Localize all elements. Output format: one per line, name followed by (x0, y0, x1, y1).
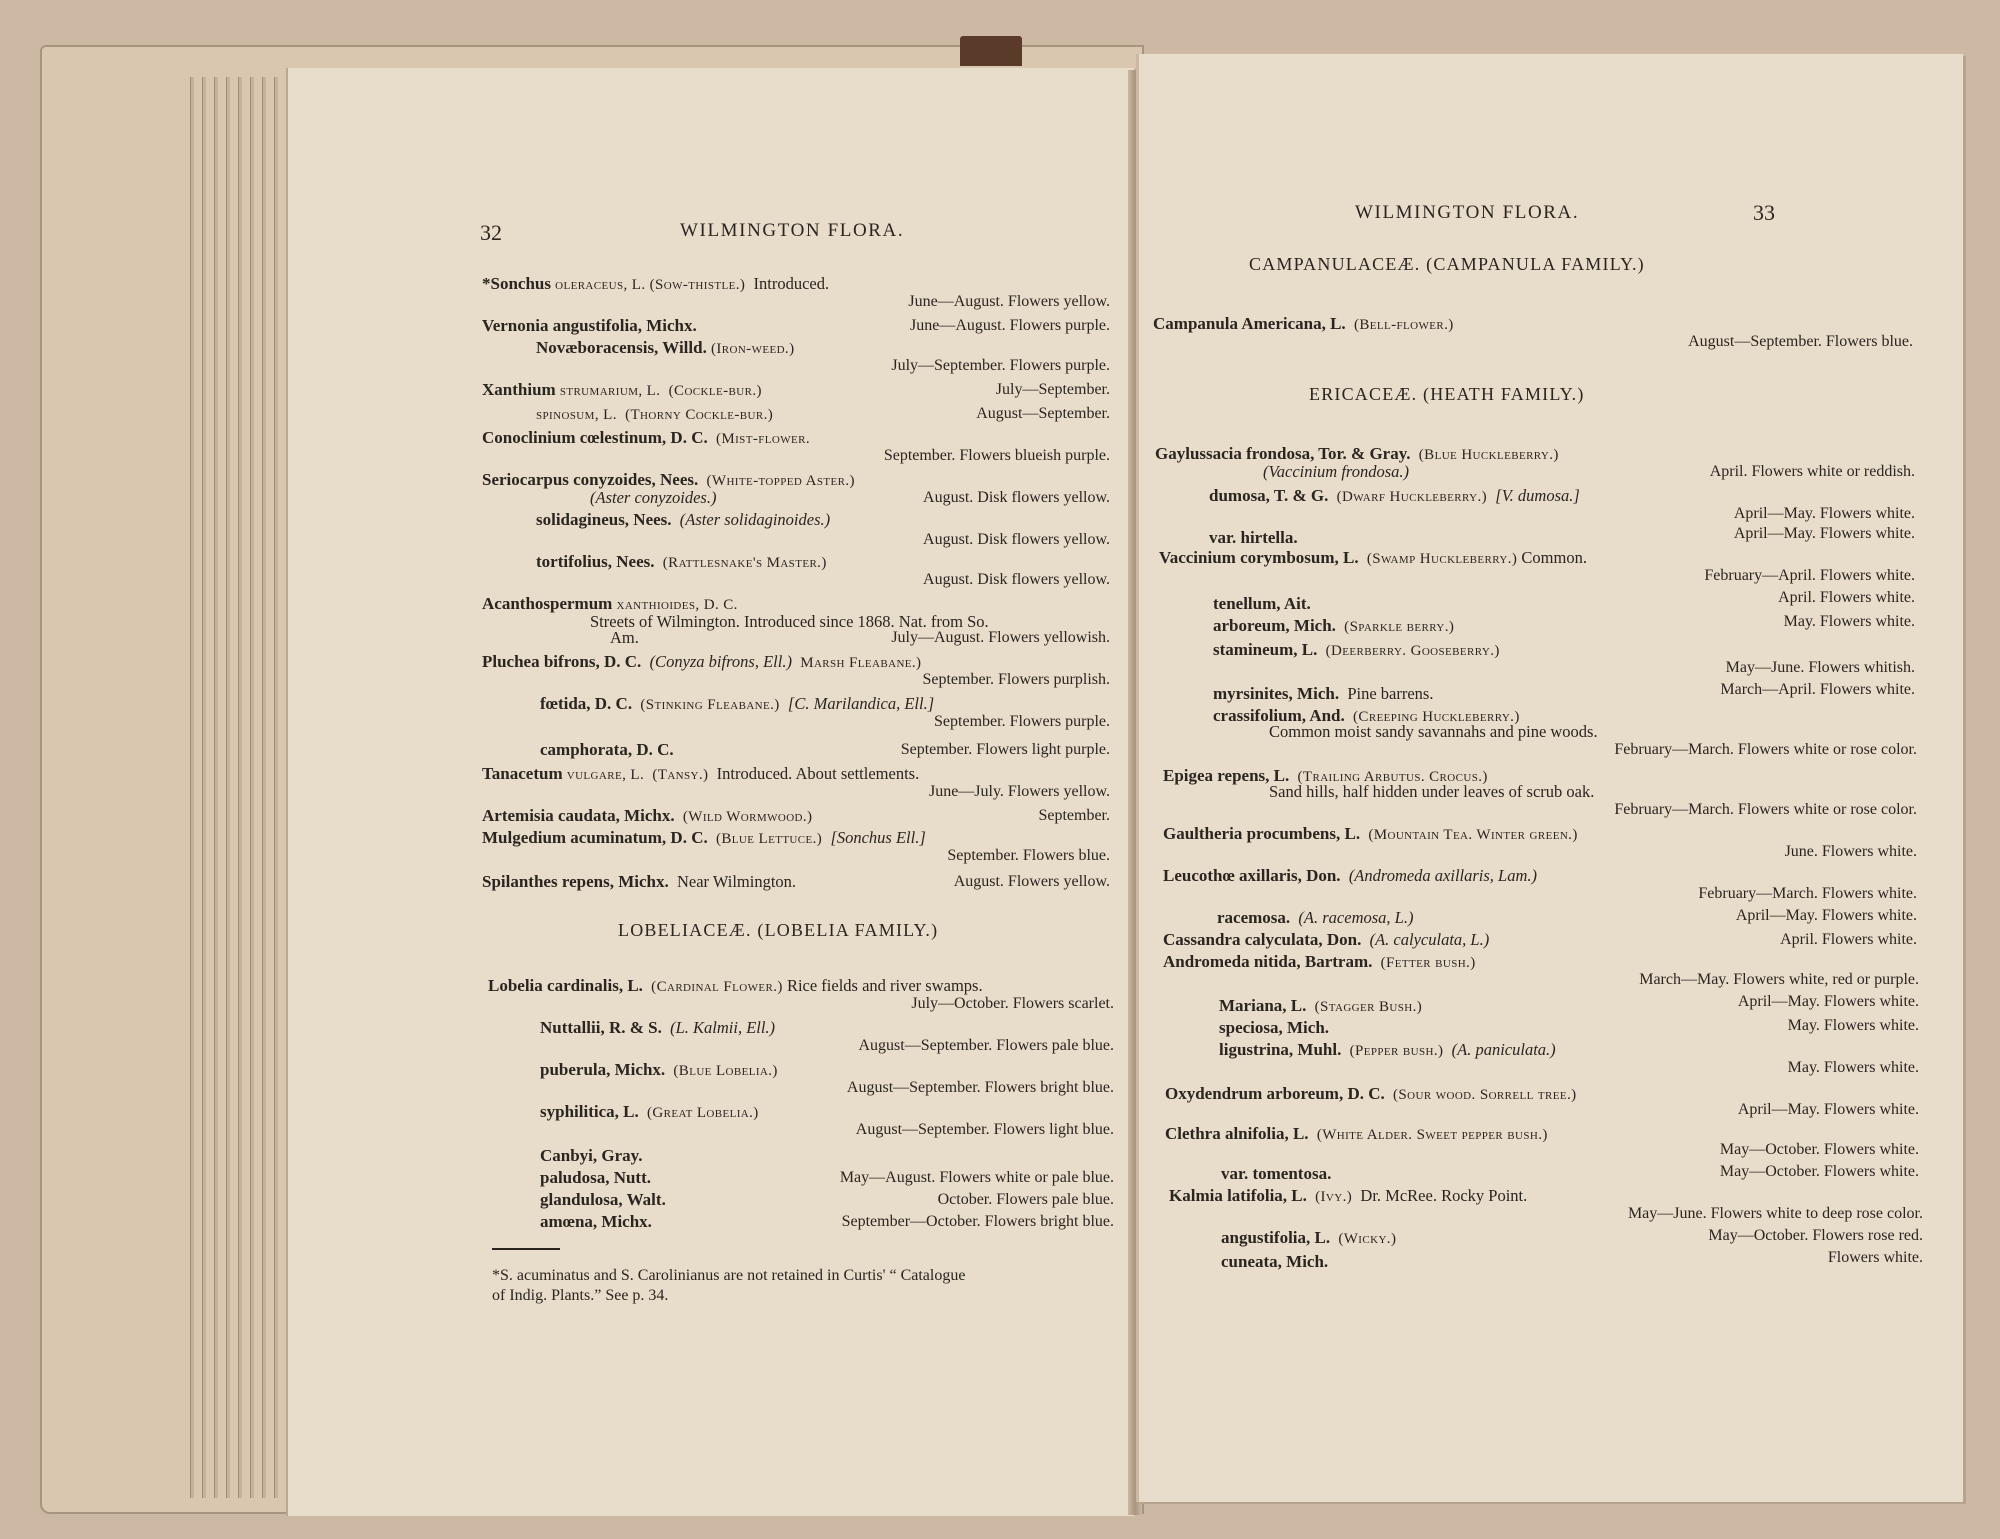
species-entry: Novæboracensis, Willd. (Iron-weed.) (536, 338, 795, 357)
species-entry: Spilanthes repens, Michx. Near Wilmington. (482, 872, 797, 891)
species-entry: Gaultheria procumbens, L. (Mountain Tea. Winter green.) (1163, 824, 1578, 843)
species-entry: ligustrina, Muhl. (Pepper bush.) (A. paniculata.) (1219, 1040, 1556, 1059)
flowering-detail: February—April. Flowers white. (1704, 567, 1915, 584)
flowering-detail: May. Flowers white. (1783, 613, 1915, 630)
species-entry: cuneata, Mich. (1221, 1252, 1329, 1271)
species-entry: Clethra alnifolia, L. (White Alder. Sweet pepper bush.) (1165, 1124, 1548, 1143)
species-entry: Mulgedium acuminatum, D. C. (Blue Lettuce.) [Sonchus Ell.] (482, 828, 926, 847)
flowering-detail: September. Flowers purple. (934, 713, 1110, 730)
footnote: *S. acuminatus and S. Carolinianus are not retained in Curtis' “ Catalogue of Indig. Plants.” See p. 34. (492, 1267, 966, 1304)
species-entry: tenellum, Ait. (1213, 594, 1311, 613)
running-header: WILMINGTON FLORA. (680, 220, 905, 241)
species-entry: dumosa, T. & G. (Dwarf Huckleberry.) [V. dumosa.] (1209, 486, 1580, 505)
flowering-detail: September. Flowers light purple. (900, 741, 1110, 758)
species-entry: angustifolia, L. (Wicky.) (1221, 1228, 1397, 1247)
flowering-detail: March—May. Flowers white, red or purple. (1639, 971, 1919, 988)
flowering-detail: March—April. Flowers white. (1720, 681, 1915, 698)
left-page (288, 68, 1137, 1516)
species-entry: Kalmia latifolia, L. (Ivy.) Dr. McRee. Rocky Point. (1169, 1186, 1528, 1205)
species-entry: Pluchea bifrons, D. C. (Conyza bifrons, Ell.) Marsh Fleabane.) (482, 652, 922, 671)
page-number: 32 (480, 220, 502, 245)
flowering-detail: September—October. Flowers bright blue. (841, 1213, 1114, 1230)
flowering-detail: February—March. Flowers white or rose color. (1614, 801, 1917, 818)
family-heading: CAMPANULACEÆ. (CAMPANULA FAMILY.) (1249, 254, 1645, 274)
flowering-detail: July—August. Flowers yellowish. (891, 629, 1110, 646)
flowering-detail: April—May. Flowers white. (1733, 505, 1915, 522)
species-entry: Oxydendrum arboreum, D. C. (Sour wood. Sorrell tree.) (1165, 1084, 1577, 1103)
flowering-detail: April. Flowers white. (1780, 931, 1917, 948)
species-entry: Xanthium strumarium, L. (Cockle-bur.) (482, 380, 762, 399)
species-entry: puberula, Michx. (Blue Lobelia.) (540, 1060, 778, 1079)
species-entry: Canbyi, Gray. (540, 1146, 643, 1165)
flowering-detail: April—May. Flowers white. (1735, 907, 1917, 924)
flowering-detail: October. Flowers pale blue. (937, 1191, 1114, 1208)
flowering-detail: May. Flowers white. (1787, 1059, 1919, 1076)
flowering-detail: August—September. Flowers blue. (1688, 333, 1913, 350)
species-entry: Cassandra calyculata, Don. (A. calyculata, L.) (1163, 930, 1490, 949)
species-entry: *Sonchus oleraceus, L. (Sow-thistle.) Introduced. (482, 274, 830, 293)
habitat-note: Sand hills, half hidden under leaves of scrub oak. (1269, 782, 1595, 801)
flowering-detail: August. Disk flowers yellow. (923, 571, 1110, 588)
species-entry: Campanula Americana, L. (Bell-flower.) (1153, 314, 1454, 333)
species-entry: var. hirtella. (1209, 528, 1298, 547)
flowering-detail: August. Flowers yellow. (953, 873, 1110, 890)
flowering-detail: February—March. Flowers white. (1698, 885, 1917, 902)
species-entry: spinosum, L. (Thorny Cockle-bur.) (536, 407, 774, 423)
species-entry: fœtida, D. C. (Stinking Fleabane.) [C. Marilandica, Ell.] (540, 694, 935, 713)
flowering-detail: June—July. Flowers yellow. (928, 783, 1110, 800)
right-page (1136, 54, 1963, 1502)
species-entry: Mariana, L. (Stagger Bush.) (1219, 996, 1423, 1015)
species-entry: stamineum, L. (Deerberry. Gooseberry.) (1213, 640, 1500, 659)
flowering-detail: Flowers white. (1827, 1249, 1923, 1266)
flowering-detail: September. Flowers blue. (947, 847, 1110, 864)
running-header: WILMINGTON FLORA. (1355, 202, 1580, 223)
flowering-detail: May—August. Flowers white or pale blue. (839, 1169, 1114, 1186)
species-entry: camphorata, D. C. (540, 740, 674, 759)
page-edge (190, 77, 194, 1498)
species-entry: Seriocarpus conyzoides, Nees. (White-topped Aster.) (482, 470, 855, 489)
species-entry: Acanthospermum xanthioides, D. C. (482, 594, 738, 613)
species-entry: Artemisia caudata, Michx. (Wild Wormwood.) (482, 806, 813, 825)
page-edge (274, 77, 278, 1498)
flowering-detail: July—October. Flowers scarlet. (911, 995, 1114, 1012)
synonym: (Aster conyzoides.) (590, 488, 717, 507)
footnote-rule (492, 1248, 560, 1250)
flowering-detail: August. Disk flowers yellow. (923, 489, 1110, 506)
species-entry: Gaylussacia frondosa, Tor. & Gray. (Blue Huckleberry.) (1155, 444, 1559, 463)
species-entry: paludosa, Nutt. (540, 1168, 652, 1187)
species-entry: glandulosa, Walt. (540, 1190, 666, 1209)
flowering-detail: September. Flowers purplish. (922, 671, 1110, 688)
flowering-detail: May—October. Flowers white. (1719, 1163, 1919, 1180)
page-number: 33 (1753, 200, 1775, 225)
page-edge (250, 77, 254, 1498)
species-entry: Vernonia angustifolia, Michx. (482, 316, 697, 335)
bookmark-ribbon (960, 36, 1022, 66)
species-entry: amœna, Michx. (540, 1212, 652, 1231)
flowering-detail: June—August. Flowers purple. (910, 317, 1110, 334)
flowering-detail: June. Flowers white. (1784, 843, 1917, 860)
page-edge (262, 77, 266, 1498)
flowering-detail: August. Disk flowers yellow. (923, 531, 1110, 548)
flowering-detail: April—May. Flowers white. (1737, 1101, 1919, 1118)
flowering-detail: July—September. Flowers purple. (891, 357, 1110, 374)
flowering-detail: February—March. Flowers white or rose color. (1614, 741, 1917, 758)
species-entry: arboreum, Mich. (Sparkle berry.) (1213, 616, 1455, 635)
flowering-detail: May—June. Flowers whitish. (1725, 659, 1915, 676)
flowering-detail: September. (1038, 807, 1110, 824)
species-entry: syphilitica, L. (Great Lobelia.) (540, 1102, 759, 1121)
flowering-detail: August—September. Flowers light blue. (855, 1121, 1114, 1138)
species-entry: myrsinites, Mich. Pine barrens. (1213, 684, 1434, 703)
species-entry: crassifolium, And. (Creeping Huckleberry.) (1213, 706, 1520, 725)
page-edge (238, 77, 242, 1498)
flowering-detail: August—September. (976, 405, 1110, 422)
flowering-detail: July—September. (995, 381, 1110, 398)
species-entry: Lobelia cardinalis, L. (Cardinal Flower.) Rice fields and river swamps. (488, 976, 983, 995)
flowering-detail: May—October. Flowers rose red. (1708, 1227, 1923, 1244)
species-entry: solidagineus, Nees. (Aster solidaginoides.) (536, 510, 831, 529)
flowering-detail: April—May. Flowers white. (1737, 993, 1919, 1010)
species-entry: Leucothœ axillaris, Don. (Andromeda axillaris, Lam.) (1163, 866, 1538, 885)
species-entry: var. tomentosa. (1221, 1164, 1332, 1183)
page-edge (214, 77, 218, 1498)
habitat-note: Am. (610, 628, 639, 647)
page-edge (202, 77, 206, 1498)
species-entry: Andromeda nitida, Bartram. (Fetter bush.) (1163, 952, 1476, 971)
flowering-detail: June—August. Flowers yellow. (908, 293, 1110, 310)
flowering-detail: April. Flowers white. (1778, 589, 1915, 606)
habitat-note: Streets of Wilmington. Introduced since 1868. Nat. from So. (590, 612, 989, 631)
species-entry: Vaccinium corymbosum, L. (Swamp Huckleberry.) Common. (1159, 548, 1587, 567)
family-heading: LOBELIACEÆ. (LOBELIA FAMILY.) (618, 920, 939, 940)
flowering-detail: August—September. Flowers bright blue. (846, 1079, 1114, 1096)
flowering-detail: September. Flowers blueish purple. (883, 447, 1110, 464)
species-entry: Nuttallii, R. & S. (L. Kalmii, Ell.) (540, 1018, 776, 1037)
species-entry: Tanacetum vulgare, L. (Tansy.) Introduced. About settlements. (482, 764, 920, 783)
page-edge (226, 77, 230, 1498)
flowering-detail: April—May. Flowers white. (1733, 525, 1915, 542)
flowering-detail: August—September. Flowers pale blue. (858, 1037, 1114, 1054)
species-entry: speciosa, Mich. (1219, 1018, 1330, 1037)
habitat-note: Common moist sandy savannahs and pine woods. (1269, 722, 1598, 741)
flowering-detail: May. Flowers white. (1787, 1017, 1919, 1034)
flowering-detail: May—June. Flowers white to deep rose color. (1627, 1205, 1923, 1222)
species-entry: racemosa. (A. racemosa, L.) (1217, 908, 1414, 927)
family-heading: ERICACEÆ. (HEATH FAMILY.) (1309, 384, 1585, 404)
flowering-detail: April. Flowers white or reddish. (1709, 463, 1915, 480)
synonym: (Vaccinium frondosa.) (1263, 462, 1410, 481)
species-entry: Conoclinium cœlestinum, D. C. (Mist-flower. (482, 428, 810, 447)
species-entry: tortifolius, Nees. (Rattlesnake's Master.) (536, 552, 827, 571)
species-entry: Epigea repens, L. (Trailing Arbutus. Crocus.) (1163, 766, 1488, 785)
flowering-detail: May—October. Flowers white. (1719, 1141, 1919, 1158)
